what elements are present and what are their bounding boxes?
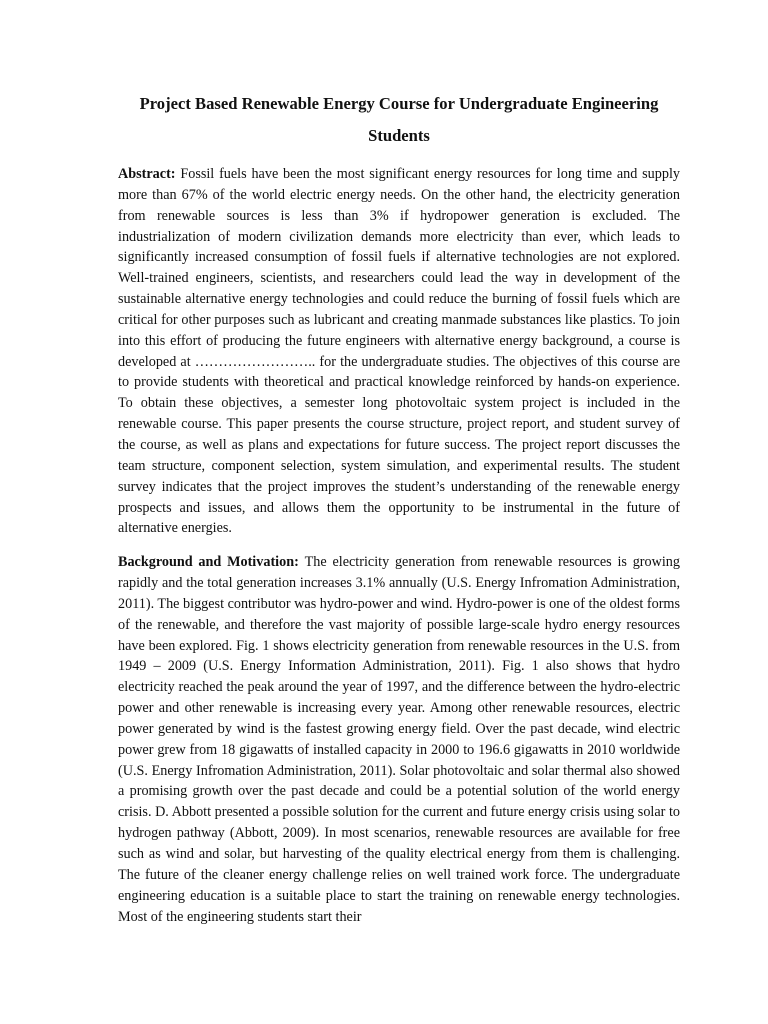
paper-title-line-1: Project Based Renewable Energy Course for Undergraduate Engineering	[139, 94, 659, 113]
paper-title	[118, 88, 680, 152]
background-heading: Background and Motivation:	[118, 554, 305, 571]
background-text: The electricity generation from renewable resources is growing rapidly and the total generation increases 3.1% annually (U.S. Energy Infromation Administration, 2011). The biggest contributor was hydro-power and wind. Hydro-power is one of the oldest forms of the renewable, and therefore the vast majority of possible large-scale hydro energy resources have been explored. Fig. 1 shows electricity generation from renewable resources in the U.S. from 1949 – 2009 (U.S. Energy Information Administration, 2011). Fig. 1 also shows that hydro electricity reached the peak around the year of 1997, and the difference between the hydro-electric power and other renewable is increasing every year. Among other renewable resources, electric power generated by wind is the fastest growing energy field. Over the past decade, wind electric power grew from 18 gigawatts of installed capacity in 2000 to 196.6 gigawatts in 2010 worldwide (U.S. Energy Infromation Administration, 2011). Solar photovoltaic and solar thermal also showed a promising growth over the past decade and could be a potential solution of the world energy crisis. D. Abbott presented a possible solution for the current and future energy crisis using solar to hydrogen pathway (Abbott, 2009). In most scenarios, renewable resources are available for free such as wind and solar, but harvesting of the quality electrical energy from them is challenging. The future of the cleaner energy challenge relies on well trained work force. The undergraduate engineering education is a suitable place to start the training on renewable energy technologies. Most of the engineering students start their	[118, 554, 680, 925]
abstract-text: Fossil fuels have been the most significant energy resources for long time and supply more than 67% of the world electric energy needs. On the other hand, the electricity generation from renewable sources is less than 3% if hydropower generation is excluded. The industrialization of modern civilization demands more electricity than ever, which leads to significantly increased consumption of fossil fuels if alternative technologies are not explored. Well-trained engineers, scientists, and researchers could lead the way in development of the sustainable alternative energy technologies and could reduce the burning of fossil fuels which are critical for other purposes such as lubricant and creating manmade substances like plastics. To join into this effort of producing the future engineers with alternative energy background, a course is developed at …………………….. for the undergraduate studies. The objectives of this course are to provide students with theoretical and practical knowledge reinforced by hands-on experience. To obtain these objectives, a semester long photovoltaic system project is included in the renewable course. This paper presents the course structure, project report, and student survey of the course, as well as plans and expectations for future success. The project report discusses the team structure, component selection, system simulation, and experimental results. The student survey indicates that the project improves the student’s understanding of the renewable energy prospects and issues, and allows them the opportunity to be instrumental in the future of alternative energies.	[118, 166, 680, 537]
background-paragraph	[118, 552, 680, 927]
abstract-paragraph	[118, 164, 680, 539]
abstract-heading: Abstract:	[118, 166, 181, 182]
document-page	[118, 88, 680, 940]
paper-title-line-2: Students	[368, 126, 430, 145]
